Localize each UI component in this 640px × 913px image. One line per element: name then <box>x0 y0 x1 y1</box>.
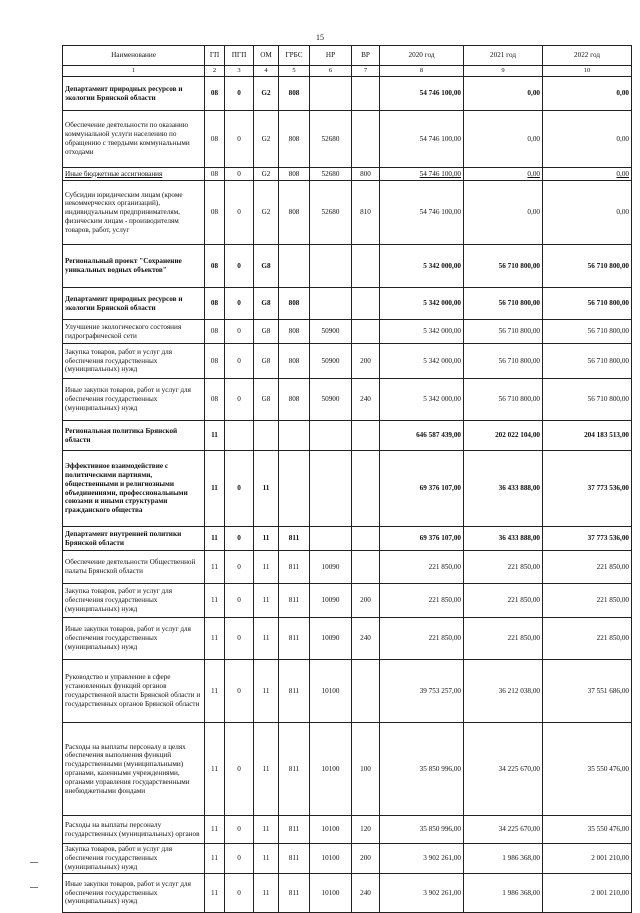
cell-grbs: 811 <box>279 551 310 584</box>
table-row <box>63 77 632 111</box>
cell-2021: 0,00 <box>464 181 543 245</box>
col-header-gp: ГП <box>205 46 225 66</box>
cell-2022: 56 710 800,00 <box>543 379 632 421</box>
cell-om: G2 <box>254 168 279 181</box>
cell-vr: 240 <box>352 379 380 421</box>
scan-edge-mark <box>30 862 38 863</box>
cell-name: Субсидии юридическим лицам (кроме некоммерческих организаций), индивидуальным предпринимателям, физическим лицам - производителям товаров, работ, услуг <box>63 181 205 245</box>
table-row <box>63 551 632 584</box>
cell-pgp: 0 <box>225 527 254 551</box>
cell-vr: 200 <box>352 584 380 618</box>
cell-gp: 11 <box>205 551 225 584</box>
cell-grbs: 811 <box>279 874 310 913</box>
cell-vr <box>352 421 380 451</box>
cell-om: 11 <box>254 660 279 723</box>
table-row <box>63 245 632 288</box>
cell-gp: 11 <box>205 618 225 660</box>
cell-om: G2 <box>254 77 279 111</box>
cell-nr: 10090 <box>310 584 352 618</box>
cell-nr: 10100 <box>310 844 352 874</box>
col-number: 5 <box>279 66 310 77</box>
cell-2022: 56 710 800,00 <box>543 288 632 320</box>
budget-table <box>62 45 632 913</box>
cell-2022: 35 550 476,00 <box>543 723 632 816</box>
cell-nr: 10100 <box>310 816 352 844</box>
cell-vr <box>352 660 380 723</box>
cell-gp: 11 <box>205 421 225 451</box>
cell-om: 11 <box>254 451 279 527</box>
cell-gp: 08 <box>205 168 225 181</box>
cell-grbs: 808 <box>279 379 310 421</box>
cell-pgp: 0 <box>225 77 254 111</box>
cell-2021: 1 986 368,00 <box>464 844 543 874</box>
cell-om: 11 <box>254 618 279 660</box>
cell-om: G8 <box>254 320 279 344</box>
cell-om: G2 <box>254 181 279 245</box>
cell-name: Закупка товаров, работ и услуг для обеспечения государственных (муниципальных) нужд <box>63 344 205 379</box>
cell-name: Департамент природных ресурсов и экологии Брянской области <box>63 288 205 320</box>
cell-2021: 34 225 670,00 <box>464 723 543 816</box>
cell-2020: 5 342 000,00 <box>380 344 464 379</box>
cell-name: Иные закупки товаров, работ и услуг для обеспечения государственных (муниципальных) нужд <box>63 379 205 421</box>
col-number: 4 <box>254 66 279 77</box>
table-body <box>63 77 632 913</box>
cell-2020: 69 376 107,00 <box>380 451 464 527</box>
cell-vr <box>352 288 380 320</box>
cell-vr: 200 <box>352 344 380 379</box>
table-row <box>63 618 632 660</box>
cell-nr: 10090 <box>310 618 352 660</box>
cell-name: Закупка товаров, работ и услуг для обеспечения государственных (муниципальных) нужд <box>63 844 205 874</box>
cell-grbs: 811 <box>279 723 310 816</box>
cell-grbs: 808 <box>279 168 310 181</box>
table-row <box>63 527 632 551</box>
cell-om: G8 <box>254 379 279 421</box>
cell-2020: 35 850 996,00 <box>380 816 464 844</box>
cell-2021: 36 212 038,00 <box>464 660 543 723</box>
table-row <box>63 181 632 245</box>
cell-2022: 221 850,00 <box>543 584 632 618</box>
cell-gp: 11 <box>205 844 225 874</box>
cell-vr: 810 <box>352 181 380 245</box>
cell-2020: 5 342 000,00 <box>380 288 464 320</box>
cell-om: 11 <box>254 874 279 913</box>
cell-name: Обеспечение деятельности Общественной палаты Брянской области <box>63 551 205 584</box>
cell-2020: 54 746 100,00 <box>380 181 464 245</box>
cell-vr: 240 <box>352 874 380 913</box>
cell-grbs: 808 <box>279 181 310 245</box>
cell-om: 11 <box>254 551 279 584</box>
cell-nr <box>310 421 352 451</box>
cell-2021: 221 850,00 <box>464 551 543 584</box>
table-row <box>63 421 632 451</box>
cell-pgp: 0 <box>225 723 254 816</box>
cell-2020: 221 850,00 <box>380 551 464 584</box>
cell-grbs: 808 <box>279 344 310 379</box>
cell-om <box>254 421 279 451</box>
cell-2022: 221 850,00 <box>543 551 632 584</box>
cell-2021: 202 022 104,00 <box>464 421 543 451</box>
col-header-2021: 2021 год <box>464 46 543 66</box>
cell-om: G2 <box>254 111 279 168</box>
cell-gp: 08 <box>205 77 225 111</box>
cell-2022: 0,00 <box>543 111 632 168</box>
cell-name: Расходы на выплаты персоналу в целях обеспечения выполнения функций государственными (муниципальными) органами, казенными учреждениями, органами управления государственными внебюджетными фондами <box>63 723 205 816</box>
cell-2021: 56 710 800,00 <box>464 344 543 379</box>
cell-name: Региональная политика Брянской области <box>63 421 205 451</box>
scan-edge-mark <box>30 887 38 888</box>
cell-om: G8 <box>254 344 279 379</box>
cell-grbs: 811 <box>279 527 310 551</box>
cell-name: Эффективное взаимодействие с политическими партиями, общественными и религиозными объединениями, профессиональными союзами и иными структурами гражданского общества <box>63 451 205 527</box>
cell-om: 11 <box>254 584 279 618</box>
cell-2020: 3 902 261,00 <box>380 844 464 874</box>
cell-grbs: 811 <box>279 844 310 874</box>
cell-pgp: 0 <box>225 551 254 584</box>
cell-gp: 11 <box>205 874 225 913</box>
cell-pgp: 0 <box>225 874 254 913</box>
cell-2021: 0,00 <box>464 77 543 111</box>
table-row <box>63 874 632 913</box>
cell-2022: 204 183 513,00 <box>543 421 632 451</box>
cell-nr: 50900 <box>310 320 352 344</box>
table-row <box>63 844 632 874</box>
cell-name: Региональный проект "Сохранение уникальных водных объектов" <box>63 245 205 288</box>
cell-2021: 221 850,00 <box>464 618 543 660</box>
cell-vr: 100 <box>352 723 380 816</box>
cell-2022: 37 773 536,00 <box>543 451 632 527</box>
cell-2020: 3 902 261,00 <box>380 874 464 913</box>
cell-2022: 56 710 800,00 <box>543 245 632 288</box>
cell-gp: 08 <box>205 344 225 379</box>
cell-2021: 36 433 888,00 <box>464 451 543 527</box>
cell-om: 11 <box>254 816 279 844</box>
cell-pgp <box>225 421 254 451</box>
cell-grbs: 811 <box>279 618 310 660</box>
cell-2020: 5 342 000,00 <box>380 320 464 344</box>
cell-nr: 10100 <box>310 723 352 816</box>
cell-nr: 52680 <box>310 168 352 181</box>
col-header-2022: 2022 год <box>543 46 632 66</box>
cell-pgp: 0 <box>225 111 254 168</box>
cell-2020: 5 342 000,00 <box>380 379 464 421</box>
cell-2021: 34 225 670,00 <box>464 816 543 844</box>
col-header-nr: НР <box>310 46 352 66</box>
cell-gp: 08 <box>205 320 225 344</box>
col-header-2020: 2020 год <box>380 46 464 66</box>
cell-gp: 11 <box>205 584 225 618</box>
cell-2021: 56 710 800,00 <box>464 320 543 344</box>
col-number: 7 <box>352 66 380 77</box>
cell-grbs: 811 <box>279 660 310 723</box>
cell-nr: 52680 <box>310 181 352 245</box>
col-number: 3 <box>225 66 254 77</box>
page-number: 15 <box>316 33 324 42</box>
cell-pgp: 0 <box>225 844 254 874</box>
cell-grbs <box>279 421 310 451</box>
cell-gp: 08 <box>205 288 225 320</box>
cell-2020: 54 746 100,00 <box>380 77 464 111</box>
table-row <box>63 816 632 844</box>
cell-name: Иные закупки товаров, работ и услуг для обеспечения государственных (муниципальных) нужд <box>63 618 205 660</box>
cell-pgp: 0 <box>225 584 254 618</box>
cell-2022: 2 001 210,00 <box>543 874 632 913</box>
cell-pgp: 0 <box>225 816 254 844</box>
cell-2020: 39 753 257,00 <box>380 660 464 723</box>
cell-name: Закупка товаров, работ и услуг для обеспечения государственных (муниципальных) нужд <box>63 584 205 618</box>
cell-pgp: 0 <box>225 451 254 527</box>
cell-name: Департамент природных ресурсов и экологии Брянской области <box>63 77 205 111</box>
cell-pgp: 0 <box>225 320 254 344</box>
cell-2022: 0,00 <box>543 77 632 111</box>
cell-om: G8 <box>254 245 279 288</box>
cell-2020: 54 746 100,00 <box>380 168 464 181</box>
col-number: 8 <box>380 66 464 77</box>
table-row <box>63 451 632 527</box>
cell-om: 11 <box>254 527 279 551</box>
cell-vr: 240 <box>352 618 380 660</box>
cell-2021: 0,00 <box>464 168 543 181</box>
cell-2020: 69 376 107,00 <box>380 527 464 551</box>
cell-pgp: 0 <box>225 168 254 181</box>
cell-grbs: 811 <box>279 584 310 618</box>
cell-2021: 221 850,00 <box>464 584 543 618</box>
cell-2022: 56 710 800,00 <box>543 320 632 344</box>
cell-grbs <box>279 245 310 288</box>
cell-vr <box>352 245 380 288</box>
cell-name: Иные закупки товаров, работ и услуг для обеспечения государственных (муниципальных) нужд <box>63 874 205 913</box>
cell-gp: 11 <box>205 816 225 844</box>
cell-pgp: 0 <box>225 344 254 379</box>
cell-vr <box>352 551 380 584</box>
cell-name: Расходы на выплаты персоналу государственных (муниципальных) органов <box>63 816 205 844</box>
cell-vr <box>352 320 380 344</box>
cell-grbs: 808 <box>279 111 310 168</box>
cell-2020: 35 850 996,00 <box>380 723 464 816</box>
cell-nr <box>310 527 352 551</box>
table-row <box>63 320 632 344</box>
cell-nr <box>310 451 352 527</box>
cell-vr <box>352 527 380 551</box>
table-row <box>63 584 632 618</box>
table-row <box>63 111 632 168</box>
cell-vr: 800 <box>352 168 380 181</box>
cell-2021: 56 710 800,00 <box>464 379 543 421</box>
col-header-name: Наименование <box>63 46 205 66</box>
cell-vr <box>352 111 380 168</box>
cell-name: Обеспечение деятельности по оказанию коммунальной услуги населению по обращению с твердыми коммунальными отходами <box>63 111 205 168</box>
cell-nr: 50900 <box>310 379 352 421</box>
cell-2022: 0,00 <box>543 168 632 181</box>
cell-om: G8 <box>254 288 279 320</box>
cell-om: 11 <box>254 844 279 874</box>
cell-grbs: 808 <box>279 77 310 111</box>
cell-name: Руководство и управление в сфере установленных функций органов государственной власти Брянской области и государственных органов Брянской области <box>63 660 205 723</box>
cell-2022: 35 550 476,00 <box>543 816 632 844</box>
cell-grbs: 811 <box>279 816 310 844</box>
col-number: 1 <box>63 66 205 77</box>
cell-pgp: 0 <box>225 245 254 288</box>
cell-name: Департамент внутренней политики Брянской области <box>63 527 205 551</box>
cell-grbs: 808 <box>279 320 310 344</box>
cell-gp: 08 <box>205 111 225 168</box>
cell-2020: 5 342 000,00 <box>380 245 464 288</box>
cell-2021: 0,00 <box>464 111 543 168</box>
cell-2022: 0,00 <box>543 181 632 245</box>
cell-gp: 08 <box>205 245 225 288</box>
cell-2020: 221 850,00 <box>380 584 464 618</box>
cell-2021: 56 710 800,00 <box>464 288 543 320</box>
cell-gp: 08 <box>205 181 225 245</box>
cell-2022: 56 710 800,00 <box>543 344 632 379</box>
cell-2022: 2 001 210,00 <box>543 844 632 874</box>
cell-nr <box>310 245 352 288</box>
cell-2021: 56 710 800,00 <box>464 245 543 288</box>
cell-name: Улучшение экологического состояния гидрографической сети <box>63 320 205 344</box>
cell-gp: 08 <box>205 379 225 421</box>
col-number: 9 <box>464 66 543 77</box>
cell-2022: 221 850,00 <box>543 618 632 660</box>
col-header-pgp: ПГП <box>225 46 254 66</box>
col-header-om: ОМ <box>254 46 279 66</box>
cell-gp: 11 <box>205 451 225 527</box>
table-row <box>63 344 632 379</box>
cell-vr <box>352 77 380 111</box>
cell-gp: 11 <box>205 527 225 551</box>
cell-pgp: 0 <box>225 660 254 723</box>
table-row <box>63 723 632 816</box>
cell-2020: 221 850,00 <box>380 618 464 660</box>
cell-nr: 10100 <box>310 874 352 913</box>
table-row <box>63 288 632 320</box>
cell-grbs <box>279 451 310 527</box>
table-row <box>63 379 632 421</box>
cell-vr: 200 <box>352 844 380 874</box>
cell-2022: 37 551 686,00 <box>543 660 632 723</box>
table-row <box>63 660 632 723</box>
cell-nr <box>310 288 352 320</box>
cell-grbs: 808 <box>279 288 310 320</box>
col-header-grbs: ГРБС <box>279 46 310 66</box>
cell-pgp: 0 <box>225 618 254 660</box>
col-number: 6 <box>310 66 352 77</box>
cell-gp: 11 <box>205 723 225 816</box>
cell-2020: 646 587 439,00 <box>380 421 464 451</box>
table-row <box>63 168 632 181</box>
cell-nr: 50900 <box>310 344 352 379</box>
cell-om: 11 <box>254 723 279 816</box>
cell-2021: 1 986 368,00 <box>464 874 543 913</box>
cell-2021: 36 433 888,00 <box>464 527 543 551</box>
cell-name: Иные бюджетные ассигнования <box>63 168 205 181</box>
col-number: 10 <box>543 66 632 77</box>
cell-nr <box>310 77 352 111</box>
cell-nr: 10100 <box>310 660 352 723</box>
cell-2022: 37 773 536,00 <box>543 527 632 551</box>
table-header-row <box>63 46 632 66</box>
cell-2020: 54 746 100,00 <box>380 111 464 168</box>
col-number: 2 <box>205 66 225 77</box>
column-number-row <box>63 66 632 77</box>
cell-gp: 11 <box>205 660 225 723</box>
cell-nr: 52680 <box>310 111 352 168</box>
col-header-vr: ВР <box>352 46 380 66</box>
cell-pgp: 0 <box>225 379 254 421</box>
cell-vr: 120 <box>352 816 380 844</box>
cell-vr <box>352 451 380 527</box>
cell-nr: 10090 <box>310 551 352 584</box>
cell-pgp: 0 <box>225 181 254 245</box>
cell-pgp: 0 <box>225 288 254 320</box>
